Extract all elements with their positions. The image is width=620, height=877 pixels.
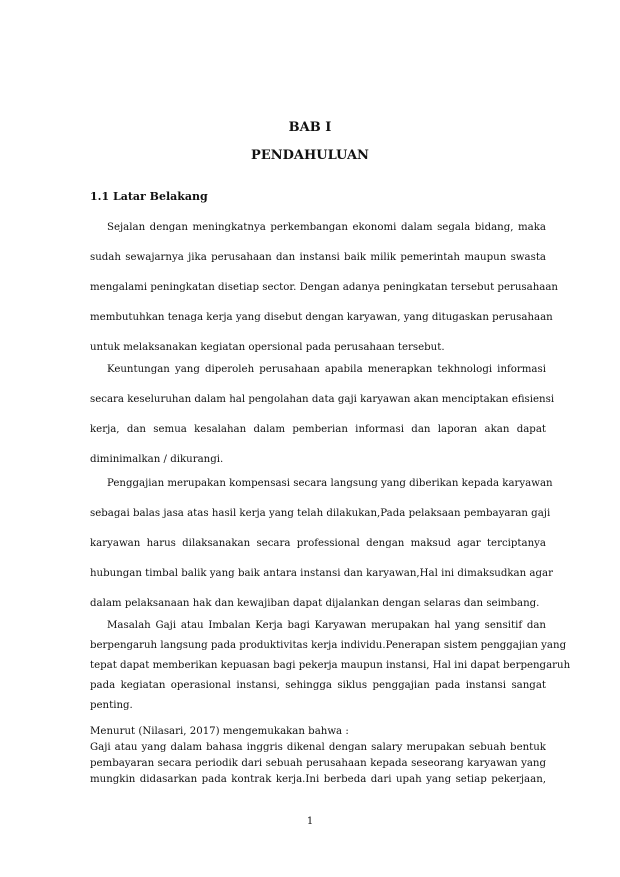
quote-line: Gaji atau yang dalam bahasa inggris dikenal dengan salary merupakan sebuah bentuk bbox=[90, 742, 546, 753]
text-line: untuk melaksanakan kegiatan opersional pada perusahaan tersebut. bbox=[90, 342, 445, 353]
text-line: sudah sewajarnya jika perusahaan dan instansi baik milik pemerintah maupun swasta bbox=[90, 252, 546, 263]
quote-line: mungkin didasarkan pada kontrak kerja.Ini berbeda dari upah yang setiap pekerjaan, bbox=[90, 774, 546, 785]
text-line: kerja, dan semua kesalahan dalam pemberian informasi dan laporan akan dapat bbox=[90, 424, 546, 435]
text-line: Masalah Gaji atau Imbalan Kerja bagi Karyawan merupakan hal yang sensitif dan bbox=[107, 620, 546, 631]
text-line: pada kegiatan operasional instansi, sehingga siklus penggajian pada instansi sangat bbox=[90, 680, 546, 691]
text-line: karyawan harus dilaksanakan secara professional dengan maksud agar terciptanya bbox=[90, 538, 546, 549]
quote-intro: Menurut (Nilasari, 2017) mengemukakan bahwa : bbox=[90, 726, 349, 737]
text-line: Penggajian merupakan kompensasi secara langsung yang diberikan kepada karyawan bbox=[107, 478, 553, 489]
chapter-title: PENDAHULUAN bbox=[251, 148, 369, 163]
text-line: Keuntungan yang diperoleh perusahaan apabila menerapkan tekhnologi informasi bbox=[107, 364, 546, 375]
text-line: Sejalan dengan meningkatnya perkembangan ekonomi dalam segala bidang, maka bbox=[107, 222, 546, 233]
text-line: dalam pelaksanaan hak dan kewajiban dapat dijalankan dengan selaras dan seimbang. bbox=[90, 598, 540, 609]
text-line: membutuhkan tenaga kerja yang disebut dengan karyawan, yang ditugaskan perusahaan bbox=[90, 312, 553, 323]
chapter-number: BAB I bbox=[288, 120, 332, 135]
text-line: diminimalkan / dikurangi. bbox=[90, 454, 224, 465]
text-line: penting. bbox=[90, 700, 133, 711]
text-line: hubungan timbal balik yang baik antara instansi dan karyawan,Hal ini dimaksudkan agar bbox=[90, 568, 553, 579]
text-line: secara keseluruhan dalam hal pengolahan data gaji karyawan akan menciptakan efisiensi bbox=[90, 394, 555, 405]
page-number: 1 bbox=[306, 816, 314, 827]
text-line: tepat dapat memberikan kepuasan bagi pekerja maupun instansi, Hal ini dapat berpengaruh bbox=[90, 660, 571, 671]
quote-line: pembayaran secara periodik dari sebuah perusahaan kepada seseorang karyawan yang bbox=[90, 758, 546, 769]
text-line: berpengaruh langsung pada produktivitas kerja individu.Penerapan sistem penggajian yang bbox=[90, 640, 567, 651]
text-line: mengalami peningkatan disetiap sector. Dengan adanya peningkatan tersebut perusahaan bbox=[90, 282, 558, 293]
section-heading: 1.1 Latar Belakang bbox=[90, 190, 208, 203]
text-line: sebagai balas jasa atas hasil kerja yang telah dilakukan,Pada pelaksaan pembayaran gaji bbox=[90, 508, 551, 519]
